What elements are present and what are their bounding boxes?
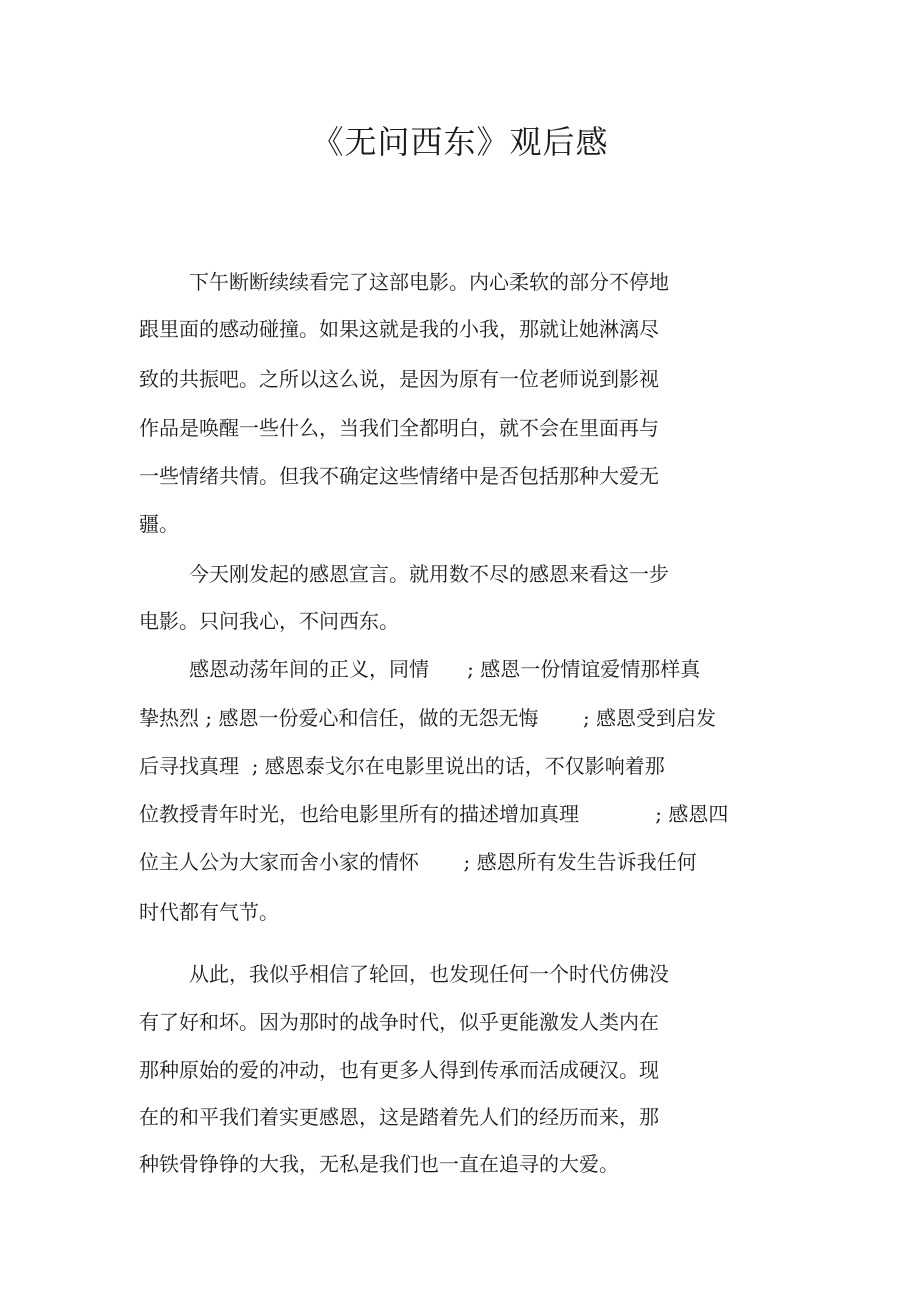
paragraph-3-line-6: 时代都有气节。 [139,900,279,924]
paragraph-1-line-2: 跟里面的感动碰撞。如果这就是我的小我，那就让她淋漓尽 [139,317,659,341]
paragraph-1-line-5: 一些情绪共情。但我不确定这些情绪中是否包括那种大爱无 [139,464,659,488]
paragraph-4-line-5: 种铁骨铮铮的大我，无私是我们也一直在追寻的大爱。 [139,1152,619,1176]
paragraph-1-line-3: 致的共振吧。之所以这么说，是因为原有一位老师说到影视 [139,367,659,391]
paragraph-1-line-4: 作品是唤醒一些什么，当我们全都明白，就不会在里面再与 [139,416,659,440]
paragraph-3-line-3: 后寻找真理 ; 感恩泰戈尔在电影里说出的话，不仅影响着那 [139,754,665,778]
document-title: 《无问西东》观后感 [311,123,609,161]
paragraph-3-line-5: 位主人公为大家而舍小家的情怀 ; 感恩所有发生告诉我任何 [139,850,697,874]
paragraph-4-line-1: 从此，我似乎相信了轮回，也发现任何一个时代仿佛没 [189,962,669,986]
paragraph-1-line-1: 下午断断续续看完了这部电影。内心柔软的部分不停地 [189,270,669,294]
paragraph-3-line-4: 位教授青年时光，也给电影里所有的描述增加真理 ; 感恩四 [139,802,729,826]
paragraph-2-line-2: 电影。只问我心，不问西东。 [139,609,399,633]
paragraph-3-line-1: 感恩动荡年间的正义，同情 ; 感恩一份情谊爱情那样真 [189,657,701,681]
paragraph-4-line-3: 那种原始的爱的冲动，也有更多人得到传承而活成硬汉。现 [139,1058,659,1082]
paragraph-2-line-1: 今天刚发起的感恩宣言。就用数不尽的感恩来看这一步 [189,562,669,586]
paragraph-4-line-2: 有了好和坏。因为那时的战争时代，似乎更能激发人类内在 [139,1010,659,1034]
paragraph-1-line-6: 疆。 [139,512,179,536]
paragraph-3-line-2: 挚热烈 ; 感恩一份爱心和信任，做的无怨无悔 ; 感恩受到启发 [139,706,717,730]
paragraph-4-line-4: 在的和平我们着实更感恩，这是踏着先人们的经历而来，那 [139,1105,659,1129]
